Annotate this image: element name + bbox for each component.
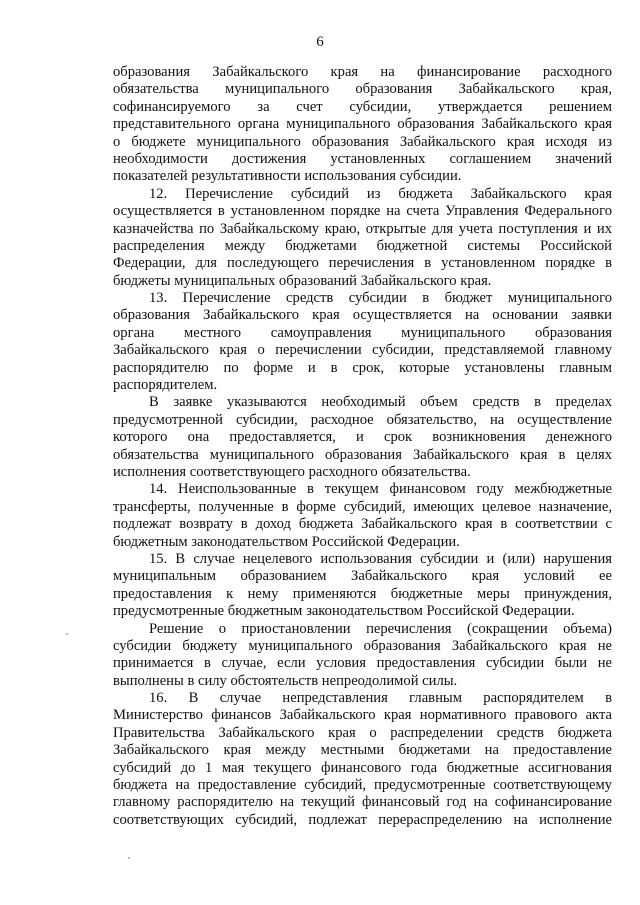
scan-speck	[128, 857, 130, 859]
paragraph	[113, 690, 612, 829]
text-line: представительного органа муниципального образования Забайкальского края	[113, 116, 612, 133]
text-line: Забайкальского края между местными бюджетами на предоставление	[113, 742, 612, 759]
text-line: Решение о приостановлении перечисления (сокращении объема)	[149, 620, 612, 637]
text-line: образования Забайкальского края осуществляется на основании заявки	[113, 307, 612, 324]
text-line: которого она предоставляется, и срок возникновения денежного	[113, 429, 612, 446]
text-line: соответствующих субсидий, подлежат перераспределению на исполнение	[113, 811, 612, 828]
text-line: муниципальным образованием Забайкальского края условий ее	[113, 568, 612, 585]
text-line: осуществляется в установленном порядке на счета Управления Федерального	[113, 203, 612, 220]
scan-speck	[66, 633, 68, 635]
paragraph	[113, 186, 612, 290]
text-line: предусмотренной субсидии, расходное обязательство, на осуществление	[113, 411, 612, 428]
text-line: главному распорядителю на текущий финансовый год на софинансирование	[113, 794, 612, 811]
text-line: софинансируемого за счет субсидии, утверждается решением	[113, 98, 612, 115]
text-line: Забайкальского края о перечислении субсидии, представляемой главному	[113, 342, 612, 359]
paragraph	[113, 481, 612, 551]
text-line: обязательства муниципального образования Забайкальского края,	[113, 81, 612, 98]
text-line: образования Забайкальского края на финансирование расходного	[113, 64, 612, 80]
text-line: бюджеты муниципальных образований Забайкальского края.	[113, 272, 492, 289]
text-line: 12. Перечисление субсидий из бюджета Забайкальского края	[149, 185, 612, 202]
text-line: 14. Неиспользованные в текущем финансовом году межбюджетные	[149, 481, 612, 498]
text-line: необходимости достижения установленных соглашением значений	[113, 150, 612, 167]
text-line: Федерации, для последующего перечисления в установленном порядке в	[113, 255, 612, 272]
text-line: исполнения соответствующего расходного обязательства.	[113, 463, 471, 480]
text-line: субсидий до 1 мая текущего финансового года бюджетные ассигнования	[113, 759, 612, 776]
text-line: 13. Перечисление средств субсидии в бюджет муниципального	[149, 290, 612, 307]
text-line: принимается в случае, если условия предоставления субсидии были не	[113, 655, 612, 672]
text-line: подлежат возврату в доход бюджета Забайкальского края в соответствии с	[113, 516, 612, 533]
text-line: распорядителем.	[113, 377, 218, 394]
text-line: казначейства по Забайкальскому краю, открытые для учета поступления и их	[113, 220, 612, 237]
text-line: обязательства муниципального образования Забайкальского края в целях	[113, 446, 612, 463]
document-body	[113, 64, 612, 829]
text-line: о бюджете муниципального образования Забайкальского края исходя из	[113, 133, 612, 150]
text-line: предусмотренные бюджетным законодательством Российской Федерации.	[113, 603, 575, 620]
text-line: бюджетным законодательством Российской Федерации.	[113, 533, 460, 550]
paragraph	[113, 551, 612, 621]
text-line: бюджета на предоставление субсидий, предусмотренные соответствующему	[113, 777, 612, 794]
paragraph	[113, 290, 612, 394]
page-number: 6	[316, 34, 324, 50]
text-line: Министерство финансов Забайкальского края нормативного правового акта	[113, 707, 612, 724]
text-line: 15. В случае нецелевого использования субсидии и (или) нарушения	[149, 550, 612, 567]
text-line: 16. В случае непредставления главным распорядителем в	[149, 690, 612, 707]
text-line: распределения между бюджетами бюджетной системы Российской	[113, 237, 612, 254]
paragraph	[113, 64, 612, 186]
text-line: трансферты, полученные в форме субсидий, имеющих целевое назначение,	[113, 498, 612, 515]
paragraph	[113, 394, 612, 481]
text-line: показателей результативности использования субсидии.	[113, 168, 462, 185]
text-line: распорядителю по форме и в срок, которые установлены главным	[113, 359, 612, 376]
text-line: органа местного самоуправления муниципального образования	[113, 324, 612, 341]
text-line: В заявке указываются необходимый объем средств в пределах	[149, 394, 612, 411]
paragraph	[113, 621, 612, 691]
text-line: выполнены в силу обстоятельств непреодолимой силы.	[113, 672, 458, 689]
text-line: Правительства Забайкальского края о распределении средств бюджета	[113, 724, 612, 741]
text-line: субсидии бюджету муниципального образования Забайкальского края не	[113, 637, 612, 654]
text-line: предоставления к нему применяются бюджетные меры принуждения,	[113, 585, 612, 602]
